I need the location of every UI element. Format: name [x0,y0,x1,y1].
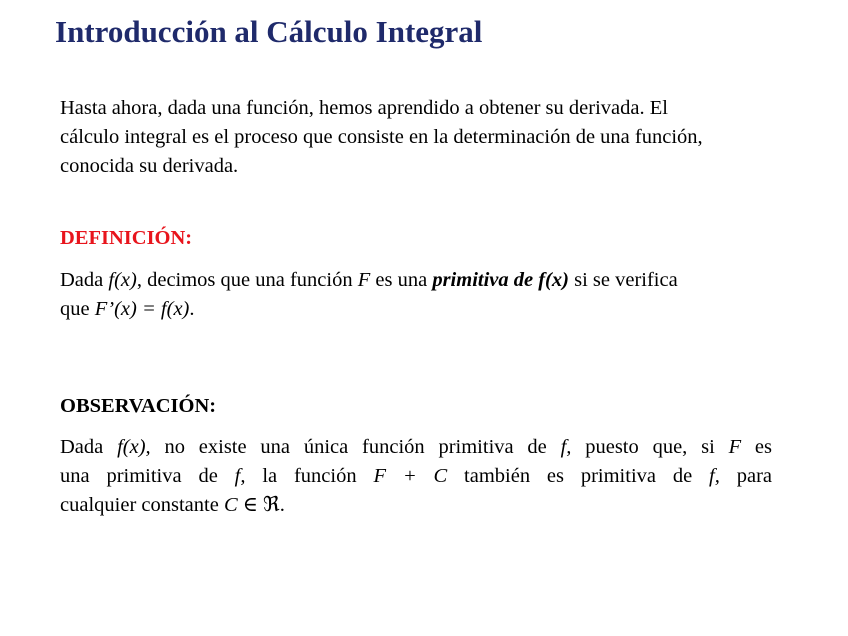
observation-line-1 [60,433,772,462]
math-F: F [357,269,371,291]
text-run: también es primitiva de [447,465,710,487]
definition-heading: DEFINICIÓN: [60,227,193,249]
text-run: ∈ ℜ. [237,494,285,516]
text-run: para [719,465,772,487]
text-run: , decimos que una función [136,269,358,291]
intro-line-1: Hasta ahora, dada una función, hemos aprendido a obtener su derivada. El [60,97,668,119]
observation-paragraph [60,433,772,520]
intro-paragraph [60,94,772,181]
text-run: la función [245,465,374,487]
definition-paragraph [60,266,772,324]
math-f: f, [709,465,720,487]
math-fx: f(x) [108,269,137,291]
observation-line-2 [60,462,772,491]
math-F: F [728,436,742,458]
observation-heading: OBSERVACIÓN: [60,395,217,417]
intro-line-2: cálculo integral es el proceso que consiste en la determinación de una función, [60,126,703,148]
text-run: Dada [60,436,118,458]
math-F-plus-C: F + C [373,465,448,487]
math-equation: F’(x) = f(x) [94,298,190,320]
text-run: puesto que, si [571,436,729,458]
page-title: Introducción al Cálculo Integral [55,14,483,49]
math-f: f, [234,465,246,487]
defined-term: primitiva de f(x) [432,269,569,291]
text-run: si se verifica [568,269,678,291]
definition-line-1 [60,266,772,295]
math-f: f, [560,436,572,458]
text-run: que [60,298,95,320]
observation-line-3 [60,491,772,520]
text-run: no existe una única función primitiva de [150,436,561,458]
text-run: una primitiva de [60,465,235,487]
math-fx: f(x), [117,436,151,458]
text-run: Dada [60,269,109,291]
text-run: . [189,298,195,320]
math-C: C [223,494,238,516]
text-run: es una [370,269,433,291]
text-run: cualquier constante [60,494,224,516]
definition-line-2 [60,295,772,324]
intro-line-3: conocida su derivada. [60,155,239,177]
text-run: es [741,436,773,458]
